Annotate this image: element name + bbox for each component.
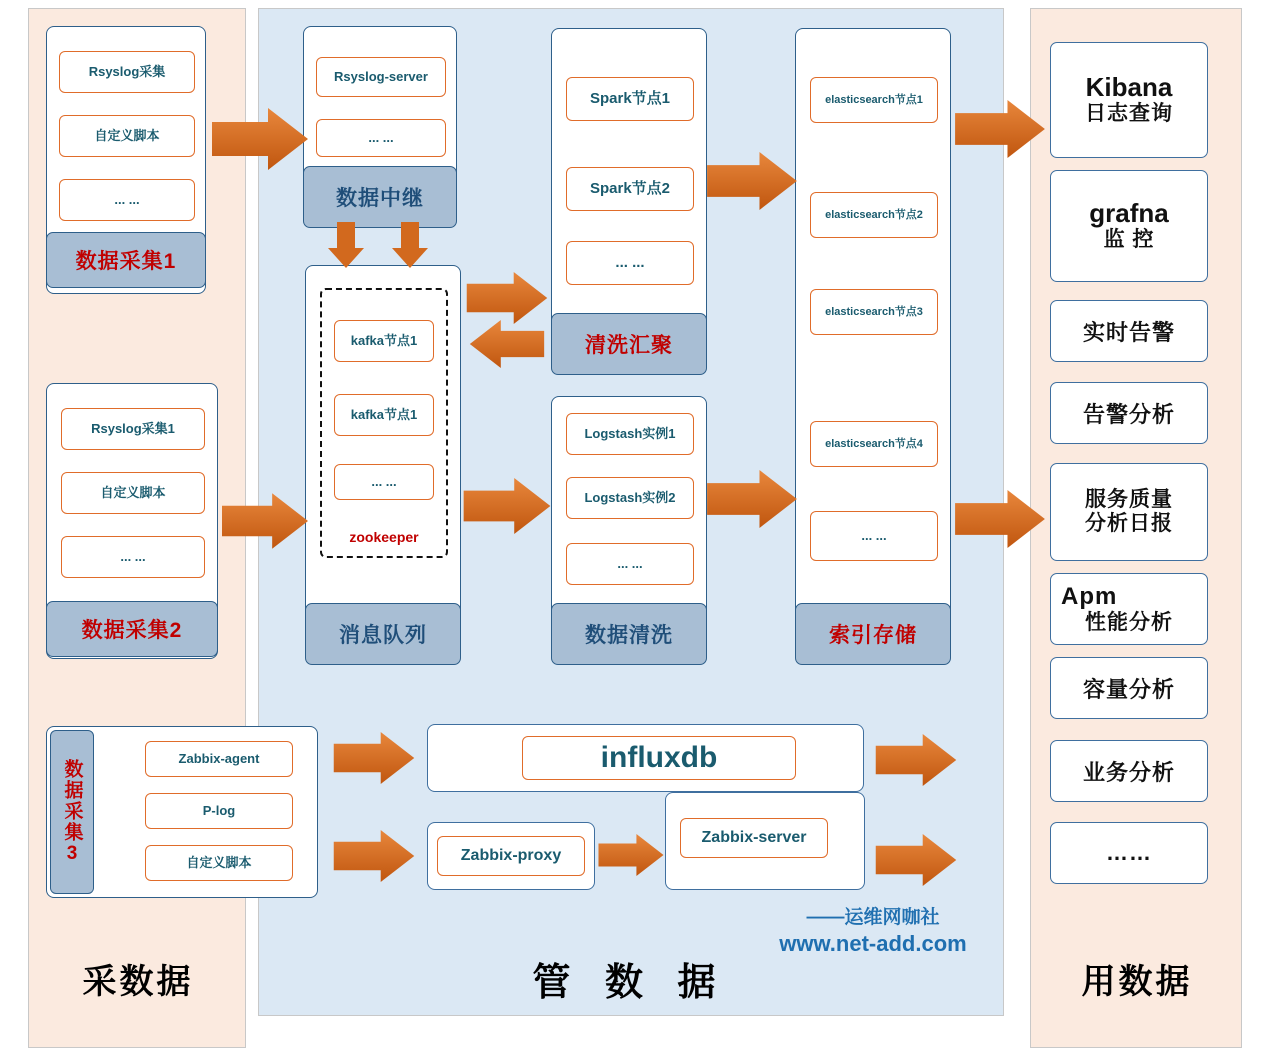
arrow-storage-to-consumers-bottom bbox=[953, 490, 1047, 548]
zookeeper-label: zookeeper bbox=[349, 529, 419, 545]
node-storage-item-0: elasticsearch节点1 bbox=[810, 77, 938, 123]
watermark-line1: ——运维网咖社 bbox=[806, 907, 940, 928]
arrow-collect3-to-influxdb bbox=[322, 732, 426, 784]
stage-collect2: 数据采集2 bbox=[46, 601, 218, 657]
node-storage-item-2: elasticsearch节点3 bbox=[810, 289, 938, 335]
stage-collect3: 数据采集3 bbox=[50, 730, 94, 894]
node-relay-item-0: Rsyslog-server bbox=[316, 57, 446, 97]
caption-use: 用数据 bbox=[1081, 962, 1193, 1001]
node-collect1-item-0: Rsyslog采集 bbox=[59, 51, 195, 93]
consumer-apm-subtitle: 性能分析 bbox=[1085, 610, 1173, 634]
arrow-zabbix-to-consumers bbox=[866, 834, 966, 886]
stage-collect1: 数据采集1 bbox=[46, 232, 206, 288]
node-collect3-item-2: 自定义脚本 bbox=[145, 845, 293, 881]
node-queue-item-1: kafka节点1 bbox=[334, 394, 434, 436]
arrow-queue-to-clean bbox=[461, 478, 553, 534]
consumer-alert-analysis-label: 告警分析 bbox=[1082, 401, 1175, 427]
node-queue-item-2: ... ... bbox=[334, 464, 434, 500]
watermark-line2: www.net-add.com bbox=[779, 930, 967, 956]
consumer-kibana-title: Kibana bbox=[1085, 72, 1173, 103]
node-queue-item-0: kafka节点1 bbox=[334, 320, 434, 362]
caption-manage: 管 数 据 bbox=[532, 961, 728, 1004]
node-storage-item-1: elasticsearch节点2 bbox=[810, 192, 938, 238]
arrow-collect3-to-zabbix-proxy bbox=[322, 830, 426, 882]
node-storage-item-4: ... ... bbox=[810, 511, 938, 561]
group-spark bbox=[551, 28, 707, 346]
arrow-storage-to-consumers-top bbox=[953, 100, 1047, 158]
consumer-alert-analysis bbox=[1050, 382, 1208, 444]
node-spark-item-0: Spark节点1 bbox=[566, 77, 694, 121]
consumer-business-analysis bbox=[1050, 740, 1208, 802]
arrow-spark-to-queue bbox=[461, 320, 553, 368]
stage-storage: 索引存储 bbox=[795, 603, 951, 665]
arrow-relay-to-queue-left bbox=[328, 222, 364, 268]
node-collect3-item-0: Zabbix-agent bbox=[145, 741, 293, 777]
node-clean-item-0: Logstash实例1 bbox=[566, 413, 694, 455]
consumer-more-label: …… bbox=[1106, 840, 1152, 865]
node-collect1-item-2: ... ... bbox=[59, 179, 195, 221]
consumer-more bbox=[1050, 822, 1208, 884]
consumer-grafana-title: grafna bbox=[1089, 198, 1169, 229]
stage-relay: 数据中继 bbox=[303, 166, 457, 228]
node-zabbix-server: Zabbix-server bbox=[680, 818, 828, 858]
consumer-grafana bbox=[1050, 170, 1208, 282]
consumer-apm-title: Apm bbox=[1061, 583, 1118, 611]
node-spark-item-2: ... ... bbox=[566, 241, 694, 285]
node-influxdb: influxdb bbox=[522, 736, 796, 780]
group-queue bbox=[305, 265, 461, 661]
node-clean-item-1: Logstash实例2 bbox=[566, 477, 694, 519]
consumer-business-analysis-label: 业务分析 bbox=[1082, 759, 1175, 785]
arrow-collect1-to-relay bbox=[212, 108, 308, 170]
arrow-spark-to-storage bbox=[707, 152, 797, 210]
consumer-service-quality bbox=[1050, 463, 1208, 561]
consumer-realtime-alert bbox=[1050, 300, 1208, 362]
stage-spark: 清洗汇聚 bbox=[551, 313, 707, 375]
arrow-influxdb-to-consumers bbox=[866, 734, 966, 786]
consumer-grafana-subtitle: 监 控 bbox=[1103, 227, 1155, 251]
node-collect2-item-0: Rsyslog采集1 bbox=[61, 408, 205, 450]
node-spark-item-1: Spark节点2 bbox=[566, 167, 694, 211]
node-zabbix-proxy: Zabbix-proxy bbox=[437, 836, 585, 876]
consumer-capacity-analysis bbox=[1050, 657, 1208, 719]
consumer-kibana bbox=[1050, 42, 1208, 158]
consumer-kibana-subtitle: 日志查询 bbox=[1085, 101, 1173, 125]
stage-queue: 消息队列 bbox=[305, 603, 461, 665]
consumer-capacity-analysis-label: 容量分析 bbox=[1082, 676, 1175, 702]
consumer-service-quality-line1: 服务质量 bbox=[1085, 487, 1173, 511]
node-collect2-item-1: 自定义脚本 bbox=[61, 472, 205, 514]
node-collect3-item-1: P-log bbox=[145, 793, 293, 829]
arrow-proxy-to-server bbox=[597, 834, 665, 876]
consumer-apm bbox=[1050, 573, 1208, 645]
group-storage bbox=[795, 28, 951, 661]
arrow-clean-to-storage bbox=[707, 470, 797, 528]
arrow-queue-to-spark bbox=[461, 272, 553, 324]
caption-collect: 采数据 bbox=[82, 962, 194, 1001]
stage-clean: 数据清洗 bbox=[551, 603, 707, 665]
node-clean-item-2: ... ... bbox=[566, 543, 694, 585]
consumer-realtime-alert-label: 实时告警 bbox=[1082, 319, 1175, 345]
node-collect2-item-2: ... ... bbox=[61, 536, 205, 578]
arrow-relay-to-queue-right bbox=[392, 222, 428, 268]
node-storage-item-3: elasticsearch节点4 bbox=[810, 421, 938, 467]
consumer-service-quality-line2: 分析日报 bbox=[1085, 512, 1173, 535]
node-collect1-item-1: 自定义脚本 bbox=[59, 115, 195, 157]
node-relay-item-1: ... ... bbox=[316, 119, 446, 157]
arrow-collect2-to-queue bbox=[222, 490, 308, 552]
